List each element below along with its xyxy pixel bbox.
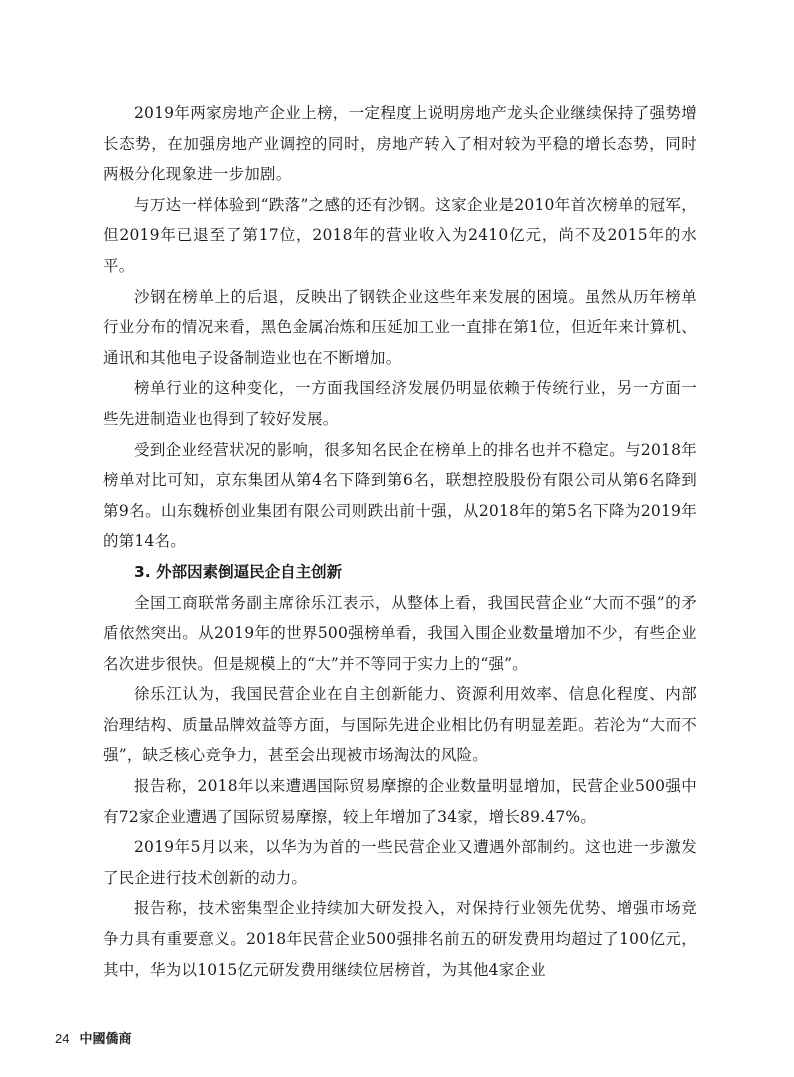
paragraph: 徐乐江认为，我国民营企业在自主创新能力、资源利用效率、信息化程度、内部治理结构、质量品牌效益等方面，与国际先进企业相比仍有明显差距。若沦为“大而不强”，缺乏核心竞争力，甚至会出现被市场淘汰的风险。 xyxy=(103,685,697,765)
page-footer xyxy=(55,1028,131,1047)
paragraph: 榜单行业的这种变化，一方面我国经济发展仍明显依赖于传统行业，另一方面一些先进制造业也得到了较好发展。 xyxy=(103,379,697,428)
paragraph: 2019年两家房地产企业上榜，一定程度上说明房地产龙头企业继续保持了强势增长态势，在加强房地产业调控的同时，房地产转入了相对较为平稳的增长态势，同时两极分化现象进一步加剧。 xyxy=(103,104,697,184)
paragraph: 与万达一样体验到“跌落”之感的还有沙钢。这家企业是2010年首次榜单的冠军，但2019年已退至了第17位，2018年的营业收入为2410亿元，尚不及2015年的水平。 xyxy=(103,195,697,275)
paragraph: 受到企业经营状况的影响，很多知名民企在榜单上的排名也并不稳定。与2018年榜单对比可知，京东集团从第4名下降到第6名，联想控股股份有限公司从第6名降到第9名。山东魏桥创业集团有限公司则跌出前十强，从2018年的第5名下降为2019年的第14名。 xyxy=(103,440,697,551)
paragraph: 沙钢在榜单上的后退，反映出了钢铁企业这些年来发展的困境。虽然从历年榜单行业分布的情况来看，黑色金属冶炼和压延加工业一直排在第1位，但近年来计算机、通讯和其他电子设备制造业也在不断增加。 xyxy=(103,287,697,367)
section-heading: 3. 外部因素倒逼民企自主创新 xyxy=(134,562,343,581)
paragraph: 报告称，2018年以来遭遇国际贸易摩擦的企业数量明显增加，民营企业500强中有72家企业遭遇了国际贸易摩擦，较上年增加了34家，增长89.47%。 xyxy=(103,777,697,826)
magazine-logo: 中國僑商 xyxy=(79,1032,132,1047)
paragraph: 报告称，技术密集型企业持续加大研发投入，对保持行业领先优势、增强市场竞争力具有重要意义。2018年民营企业500强排名前五的研发费用均超过了100亿元，其中，华为以1015亿元研发费用继续位居榜首，为其他4家企业 xyxy=(103,899,697,979)
paragraph: 全国工商联常务副主席徐乐江表示，从整体上看，我国民营企业“大而不强”的矛盾依然突出。从2019年的世界500强榜单看，我国入围企业数量增加不少，有些企业名次进步很快。但是规模上的“大”并不等同于实力上的“强”。 xyxy=(103,593,697,673)
article-body xyxy=(103,98,697,985)
page-number: 24 xyxy=(55,1031,70,1046)
paragraph: 2019年5月以来，以华为为首的一些民营企业又遭遇外部制约。这也进一步激发了民企进行技术创新的动力。 xyxy=(103,838,697,887)
